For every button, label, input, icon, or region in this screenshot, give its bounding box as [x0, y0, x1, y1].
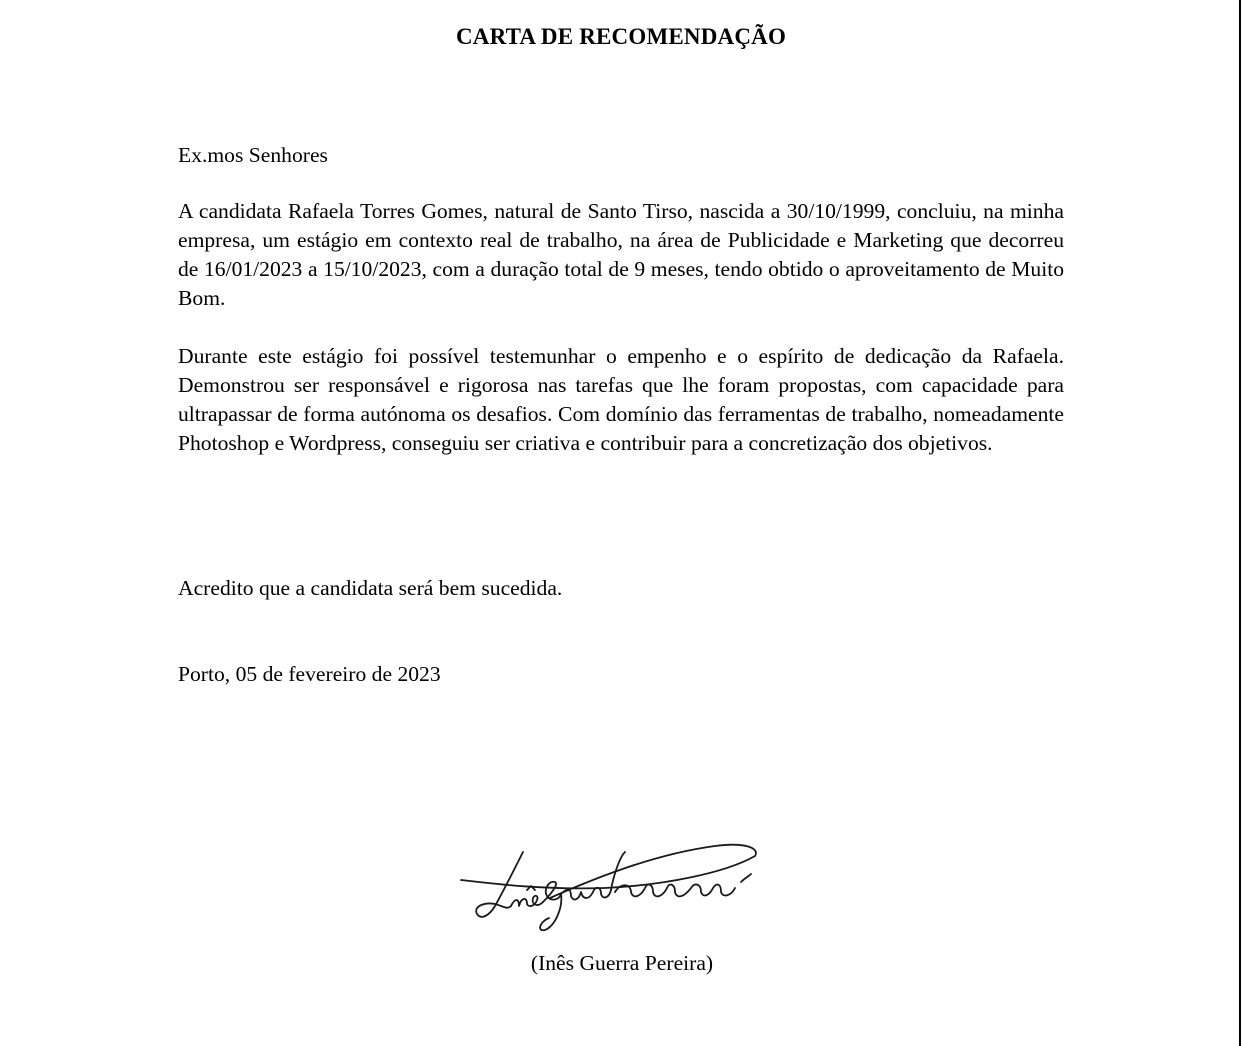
handwritten-signature — [455, 838, 765, 938]
closing-statement: Acredito que a candidata será bem sucedida. — [178, 576, 563, 600]
document-title: CARTA DE RECOMENDAÇÃO — [455, 24, 787, 49]
paragraph-performance: Durante este estágio foi possível testemunhar o empenho e o espírito de dedicação da Rafaela. Demonstrou ser responsável e rigorosa nas tarefas que lhe foram propostas, com capacidade para ultrapassar de forma autónoma os desafios. Com domínio das ferramentas de trabalho, nomeadamente Photoshop e Wordpress, conseguiu ser criativa e contribuir para a concretização dos objetivos. — [178, 344, 1064, 455]
paragraph-internship-details: A candidata Rafaela Torres Gomes, natural de Santo Tirso, nascida a 30/10/1999, concluiu, na minha empresa, um estágio em contexto real de trabalho, na área de Publicidade e Marketing que decorreu de 16/01/2023 a 15/10/2023, com a duração total de 9 meses, tendo obtido o aproveitamento de Muito Bom. — [178, 199, 1064, 310]
signatory-name — [0, 951, 1242, 976]
signature-stroke-first-name — [511, 896, 543, 906]
signatory-name-text: (Inês Guerra Pereira) — [530, 951, 714, 975]
signature-stroke-accent — [741, 874, 751, 882]
signature-stroke-surname — [561, 852, 735, 899]
signature-stroke-g-loop — [540, 882, 561, 931]
place-and-date: Porto, 05 de fevereiro de 2023 — [178, 662, 441, 686]
page-edge-line — [1239, 0, 1241, 1046]
greeting: Ex.mos Senhores — [178, 143, 328, 167]
